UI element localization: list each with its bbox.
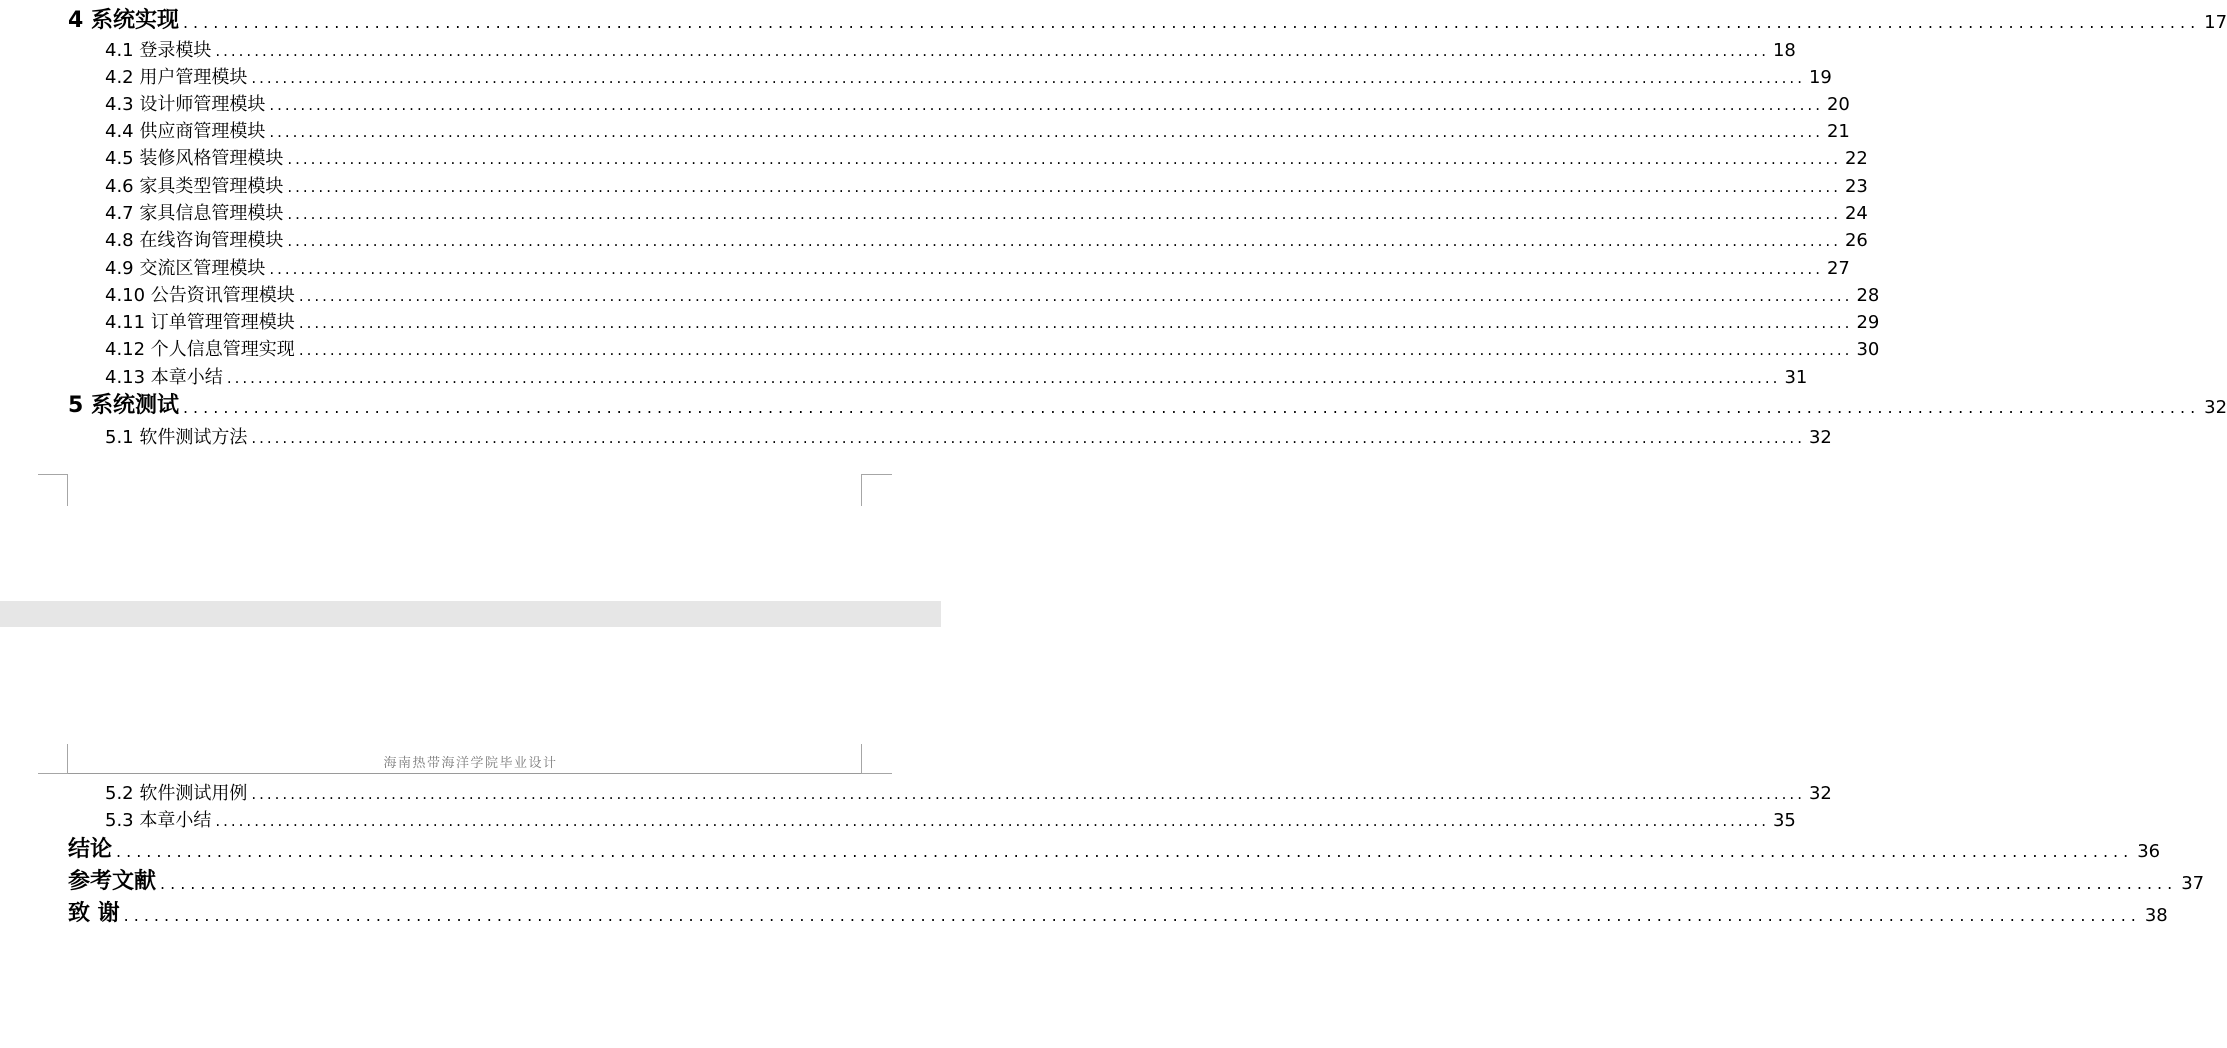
toc-entry-title: 4.11 订单管理管理模块 <box>105 312 295 333</box>
toc-entry[interactable] <box>0 32 1796 61</box>
toc-entry[interactable] <box>0 389 2227 418</box>
toc-entry[interactable] <box>0 140 1868 169</box>
toc-entry-title: 致 谢 <box>68 901 120 926</box>
toc-entry[interactable] <box>0 277 1880 306</box>
toc-entry[interactable] <box>0 86 1850 115</box>
toc-entry[interactable] <box>0 222 1868 251</box>
toc-entry-page-number: 18 <box>1772 40 1796 61</box>
toc-entry[interactable] <box>0 419 1832 448</box>
toc-entry[interactable] <box>0 113 1850 142</box>
toc-dot-leader: ........................................................................................................................................................................................................ <box>182 398 2201 417</box>
toc-dot-leader: ........................................................................................................................................................................................................ <box>226 369 1781 387</box>
toc-entry-page-number: 30 <box>1856 339 1880 360</box>
toc-entry-page-number: 19 <box>1808 67 1832 88</box>
toc-entry-page-number: 32 <box>1808 427 1832 448</box>
toc-entry-title: 4.7 家具信息管理模块 <box>105 203 284 224</box>
toc-entry[interactable] <box>0 168 1868 197</box>
toc-entry-page-number: 38 <box>2144 905 2168 926</box>
toc-entry-title: 5.3 本章小结 <box>105 810 212 831</box>
toc-entry[interactable] <box>0 195 1868 224</box>
toc-entry-title: 4.8 在线咨询管理模块 <box>105 230 284 251</box>
toc-entry-title: 4.5 装修风格管理模块 <box>105 148 284 169</box>
toc-entry-page-number: 32 <box>1808 783 1832 804</box>
toc-dot-leader: ........................................................................................................................................................................................................ <box>287 205 1841 223</box>
toc-dot-leader: ........................................................................................................................................................................................................ <box>160 874 2178 893</box>
toc-entry-page-number: 23 <box>1844 176 1868 197</box>
toc-entry[interactable] <box>0 304 1880 333</box>
page-gap <box>0 601 941 627</box>
toc-entry[interactable] <box>0 359 1808 388</box>
page-corner-mark-left <box>38 474 68 506</box>
page-corner-mark-right <box>861 474 892 506</box>
toc-entry-title: 4.9 交流区管理模块 <box>105 258 266 279</box>
toc-entry[interactable] <box>0 897 2168 926</box>
toc-entry-title: 结论 <box>68 837 113 862</box>
toc-dot-leader: ........................................................................................................................................................................................................ <box>251 785 1805 803</box>
toc-entry[interactable] <box>0 833 2161 862</box>
toc-entry[interactable] <box>0 331 1880 360</box>
toc-entry-title: 5.2 软件测试用例 <box>105 783 248 804</box>
toc-entry-title: 4.13 本章小结 <box>105 367 223 388</box>
toc-entry-page-number: 37 <box>2181 873 2205 894</box>
toc-entry-title: 4.3 设计师管理模块 <box>105 94 266 115</box>
toc-dot-leader: ........................................................................................................................................................................................................ <box>215 42 1769 60</box>
toc-entry-page-number: 26 <box>1844 230 1868 251</box>
toc-entry-page-number: 28 <box>1856 285 1880 306</box>
page-header-text: 海南热带海洋学院毕业设计 <box>383 756 558 771</box>
toc-entry-page-number: 31 <box>1784 367 1808 388</box>
toc-entry-page-number: 29 <box>1856 312 1880 333</box>
toc-dot-leader: ........................................................................................................................................................................................................ <box>269 123 1823 141</box>
toc-entry-page-number: 36 <box>2137 841 2161 862</box>
toc-entry-page-number: 17 <box>2204 12 2227 33</box>
toc-dot-leader: ........................................................................................................................................................................................................ <box>298 341 1853 359</box>
toc-entry[interactable] <box>0 250 1850 279</box>
toc-entry[interactable] <box>0 59 1832 88</box>
toc-entry-page-number: 20 <box>1826 94 1850 115</box>
toc-entry-page-number: 21 <box>1826 121 1850 142</box>
toc-entry-title: 4.10 公告资讯管理模块 <box>105 285 295 306</box>
toc-dot-leader: ........................................................................................................................................................................................................ <box>298 287 1853 305</box>
toc-entry[interactable] <box>0 865 2205 894</box>
toc-entry-title: 参考文献 <box>68 869 157 894</box>
toc-entry-page-number: 27 <box>1826 258 1850 279</box>
toc-dot-leader: ........................................................................................................................................................................................................ <box>116 842 2134 861</box>
toc-dot-leader: ........................................................................................................................................................................................................ <box>251 429 1805 447</box>
toc-entry-title: 4.4 供应商管理模块 <box>105 121 266 142</box>
toc-dot-leader: ........................................................................................................................................................................................................ <box>182 13 2201 32</box>
toc-dot-leader: ........................................................................................................................................................................................................ <box>269 96 1823 114</box>
toc-dot-leader: ........................................................................................................................................................................................................ <box>287 232 1841 250</box>
toc-entry[interactable] <box>0 775 1832 804</box>
toc-page-2 <box>0 627 2205 1048</box>
toc-dot-leader: ........................................................................................................................................................................................................ <box>287 178 1841 196</box>
toc-entry-page-number: 22 <box>1844 148 1868 169</box>
toc-entry[interactable] <box>0 802 1796 831</box>
toc-dot-leader: ........................................................................................................................................................................................................ <box>123 906 2141 925</box>
toc-dot-leader: ........................................................................................................................................................................................................ <box>215 812 1769 830</box>
toc-dot-leader: ........................................................................................................................................................................................................ <box>298 314 1853 332</box>
toc-entry-page-number: 24 <box>1844 203 1868 224</box>
toc-dot-leader: ........................................................................................................................................................................................................ <box>287 150 1841 168</box>
toc-entry-page-number: 35 <box>1772 810 1796 831</box>
toc-entry-title: 5.1 软件测试方法 <box>105 427 248 448</box>
page-header-rule <box>68 773 861 774</box>
toc-entry-page-number: 32 <box>2204 397 2227 418</box>
toc-entry-title: 4.1 登录模块 <box>105 40 212 61</box>
toc-entry-title: 4.2 用户管理模块 <box>105 67 248 88</box>
toc-entry-title: 5 系统测试 <box>68 393 179 418</box>
toc-entry-title: 4.12 个人信息管理实现 <box>105 339 295 360</box>
toc-dot-leader: ........................................................................................................................................................................................................ <box>251 69 1805 87</box>
toc-entry-title: 4.6 家具类型管理模块 <box>105 176 284 197</box>
toc-dot-leader: ........................................................................................................................................................................................................ <box>269 260 1823 278</box>
toc-entry[interactable] <box>0 4 2227 33</box>
toc-entry-title: 4 系统实现 <box>68 8 179 33</box>
